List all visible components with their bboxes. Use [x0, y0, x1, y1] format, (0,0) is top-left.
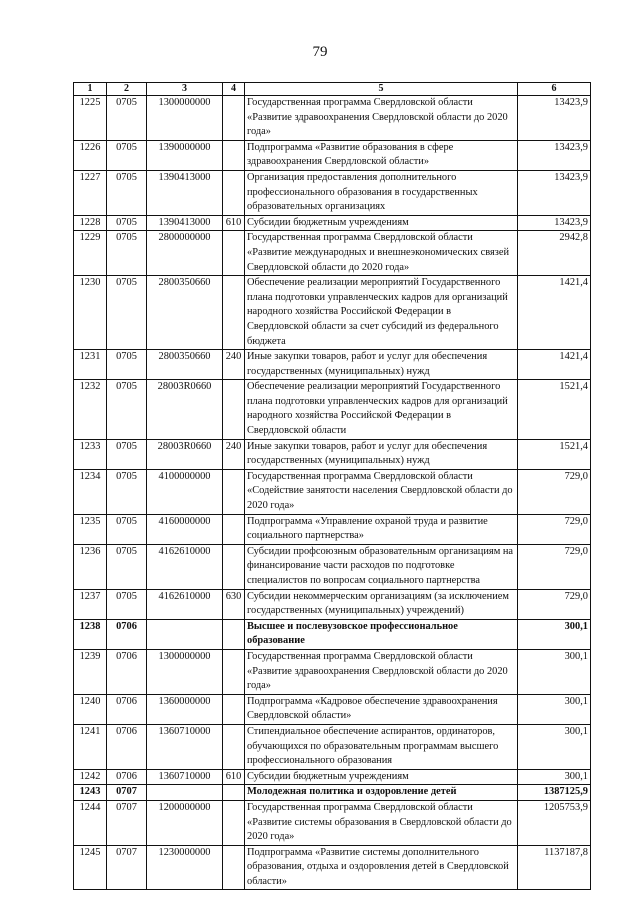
item-name: Субсидии некоммерческим организациям (за исключением государственных (муниципальных) учреждений): [245, 589, 518, 619]
expense-type: [223, 544, 245, 589]
table-row: [74, 694, 591, 724]
item-name: Государственная программа Свердловской области «Развитие здравоохранения Свердловской области до 2020 года»: [245, 649, 518, 694]
amount: 729,0: [518, 469, 591, 514]
row-number: 1241: [74, 724, 107, 769]
table-row: [74, 170, 591, 215]
row-number: 1240: [74, 694, 107, 724]
item-name: Субсидии профсоюзным образовательным организациям на финансирование части расходов по подготовке специалистов по вопросам социального партнерства: [245, 544, 518, 589]
table-row: [74, 140, 591, 170]
table-row: [74, 514, 591, 544]
target-code: 1200000000: [147, 800, 223, 845]
row-number: 1233: [74, 439, 107, 469]
expense-type: 610: [223, 769, 245, 785]
expense-type: [223, 845, 245, 890]
item-name: Государственная программа Свердловской области «Содействие занятости населения Свердловской области до 2020 года»: [245, 469, 518, 514]
table-row: [74, 231, 591, 276]
amount: 1205753,9: [518, 800, 591, 845]
target-code: 1390000000: [147, 140, 223, 170]
item-name: Субсидии бюджетным учреждениям: [245, 769, 518, 785]
section-code: 0706: [107, 649, 147, 694]
expense-type: [223, 96, 245, 141]
item-name: Организация предоставления дополнительного профессионального образования в государственных образовательных организациях: [245, 170, 518, 215]
expense-type: [223, 785, 245, 801]
table-row: [74, 380, 591, 439]
amount: 1521,4: [518, 380, 591, 439]
section-code: 0705: [107, 96, 147, 141]
target-code: 1230000000: [147, 845, 223, 890]
amount: 1137187,8: [518, 845, 591, 890]
amount: 13423,9: [518, 140, 591, 170]
table-row: [74, 439, 591, 469]
amount: 1421,4: [518, 276, 591, 350]
item-name: Обеспечение реализации мероприятий Государственного плана подготовки управленческих кадров для организаций народного хозяйства Российской Федерации в Свердловской области: [245, 380, 518, 439]
amount: 13423,9: [518, 96, 591, 141]
amount: 2942,8: [518, 231, 591, 276]
table-row: [74, 350, 591, 380]
expense-type: [223, 380, 245, 439]
amount: 1387125,9: [518, 785, 591, 801]
expense-type: [223, 170, 245, 215]
section-code: 0705: [107, 231, 147, 276]
expense-type: [223, 469, 245, 514]
item-name: Подпрограмма «Управление охраной труда и развитие социального партнерства»: [245, 514, 518, 544]
row-number: 1243: [74, 785, 107, 801]
target-code: 2800350660: [147, 350, 223, 380]
row-number: 1230: [74, 276, 107, 350]
amount: 1521,4: [518, 439, 591, 469]
target-code: [147, 785, 223, 801]
table-row: [74, 769, 591, 785]
section-code: 0705: [107, 140, 147, 170]
row-number: 1242: [74, 769, 107, 785]
row-number: 1229: [74, 231, 107, 276]
section-code: 0705: [107, 544, 147, 589]
row-number: 1244: [74, 800, 107, 845]
section-code: 0707: [107, 785, 147, 801]
page-number: 79: [312, 44, 328, 60]
target-code: 2800000000: [147, 231, 223, 276]
row-number: 1235: [74, 514, 107, 544]
row-number: 1226: [74, 140, 107, 170]
target-code: 1360710000: [147, 724, 223, 769]
table-row: [74, 469, 591, 514]
table-row: [74, 589, 591, 619]
amount: 300,1: [518, 694, 591, 724]
item-name: Подпрограмма «Развитие системы дополнительного образования, отдыха и оздоровления детей в Свердловской области»: [245, 845, 518, 890]
section-code: 0706: [107, 724, 147, 769]
expense-type: [223, 694, 245, 724]
column-header: 3: [147, 83, 223, 96]
expense-type: [223, 649, 245, 694]
table-row: [74, 544, 591, 589]
expense-type: [223, 231, 245, 276]
section-code: 0705: [107, 439, 147, 469]
expense-type: [223, 140, 245, 170]
item-name: Государственная программа Свердловской области «Развитие здравоохранения Свердловской области до 2020 года»: [245, 96, 518, 141]
expense-type: 610: [223, 215, 245, 231]
column-header: 4: [223, 83, 245, 96]
target-code: 4160000000: [147, 514, 223, 544]
target-code: 1390413000: [147, 170, 223, 215]
section-code: 0707: [107, 800, 147, 845]
item-name: Молодежная политика и оздоровление детей: [245, 785, 518, 801]
table-header-row: [74, 83, 591, 96]
table-body: [74, 96, 591, 890]
item-name: Иные закупки товаров, работ и услуг для обеспечения государственных (муниципальных) нужд: [245, 350, 518, 380]
target-code: 1390413000: [147, 215, 223, 231]
section-code: 0705: [107, 514, 147, 544]
target-code: 28003R0660: [147, 439, 223, 469]
amount: 13423,9: [518, 170, 591, 215]
expense-type: [223, 724, 245, 769]
table-row: [74, 96, 591, 141]
section-code: 0705: [107, 469, 147, 514]
row-number: 1236: [74, 544, 107, 589]
item-name: Субсидии бюджетным учреждениям: [245, 215, 518, 231]
section-code: 0705: [107, 276, 147, 350]
amount: 300,1: [518, 649, 591, 694]
column-header: 1: [74, 83, 107, 96]
expense-type: [223, 514, 245, 544]
target-code: 1300000000: [147, 96, 223, 141]
row-number: 1238: [74, 619, 107, 649]
item-name: Подпрограмма «Кадровое обеспечение здравоохранения Свердловской области»: [245, 694, 518, 724]
target-code: 1300000000: [147, 649, 223, 694]
section-code: 0705: [107, 589, 147, 619]
row-number: 1225: [74, 96, 107, 141]
target-code: 1360000000: [147, 694, 223, 724]
expense-type: [223, 276, 245, 350]
expense-type: 240: [223, 350, 245, 380]
section-code: 0706: [107, 769, 147, 785]
row-number: 1227: [74, 170, 107, 215]
table-row: [74, 785, 591, 801]
section-code: 0707: [107, 845, 147, 890]
target-code: 1360710000: [147, 769, 223, 785]
column-header: 5: [245, 83, 518, 96]
row-number: 1228: [74, 215, 107, 231]
budget-table: [73, 82, 591, 890]
amount: 13423,9: [518, 215, 591, 231]
section-code: 0705: [107, 350, 147, 380]
target-code: 4100000000: [147, 469, 223, 514]
amount: 729,0: [518, 544, 591, 589]
table-row: [74, 276, 591, 350]
row-number: 1232: [74, 380, 107, 439]
target-code: 28003R0660: [147, 380, 223, 439]
table-row: [74, 724, 591, 769]
item-name: Подпрограмма «Развитие образования в сфере здравоохранения Свердловской области»: [245, 140, 518, 170]
amount: 729,0: [518, 514, 591, 544]
row-number: 1239: [74, 649, 107, 694]
amount: 300,1: [518, 769, 591, 785]
target-code: 4162610000: [147, 544, 223, 589]
section-code: 0705: [107, 170, 147, 215]
section-code: 0705: [107, 380, 147, 439]
table-row: [74, 845, 591, 890]
section-code: 0706: [107, 694, 147, 724]
amount: 1421,4: [518, 350, 591, 380]
amount: 300,1: [518, 619, 591, 649]
item-name: Обеспечение реализации мероприятий Государственного плана подготовки управленческих кадров для организаций народного хозяйства Российской Федерации в Свердловской области за счет субсидий из федерального бюджета: [245, 276, 518, 350]
row-number: 1245: [74, 845, 107, 890]
target-code: 4162610000: [147, 589, 223, 619]
expense-type: 630: [223, 589, 245, 619]
item-name: Иные закупки товаров, работ и услуг для обеспечения государственных (муниципальных) нужд: [245, 439, 518, 469]
target-code: [147, 619, 223, 649]
section-code: 0706: [107, 619, 147, 649]
section-code: 0705: [107, 215, 147, 231]
item-name: Стипендиальное обеспечение аспирантов, ординаторов, обучающихся по образовательным программам высшего профессионального образования: [245, 724, 518, 769]
row-number: 1234: [74, 469, 107, 514]
expense-type: [223, 800, 245, 845]
table-row: [74, 800, 591, 845]
column-header: 2: [107, 83, 147, 96]
item-name: Высшее и послевузовское профессиональное образование: [245, 619, 518, 649]
expense-type: 240: [223, 439, 245, 469]
amount: 300,1: [518, 724, 591, 769]
row-number: 1237: [74, 589, 107, 619]
row-number: 1231: [74, 350, 107, 380]
amount: 729,0: [518, 589, 591, 619]
item-name: Государственная программа Свердловской области «Развитие системы образования в Свердловской области до 2020 года»: [245, 800, 518, 845]
table-row: [74, 649, 591, 694]
table-row: [74, 215, 591, 231]
expense-type: [223, 619, 245, 649]
column-header: 6: [518, 83, 591, 96]
table-row: [74, 619, 591, 649]
target-code: 2800350660: [147, 276, 223, 350]
item-name: Государственная программа Свердловской области «Развитие международных и внешнеэкономических связей Свердловской области до 2020 года»: [245, 231, 518, 276]
